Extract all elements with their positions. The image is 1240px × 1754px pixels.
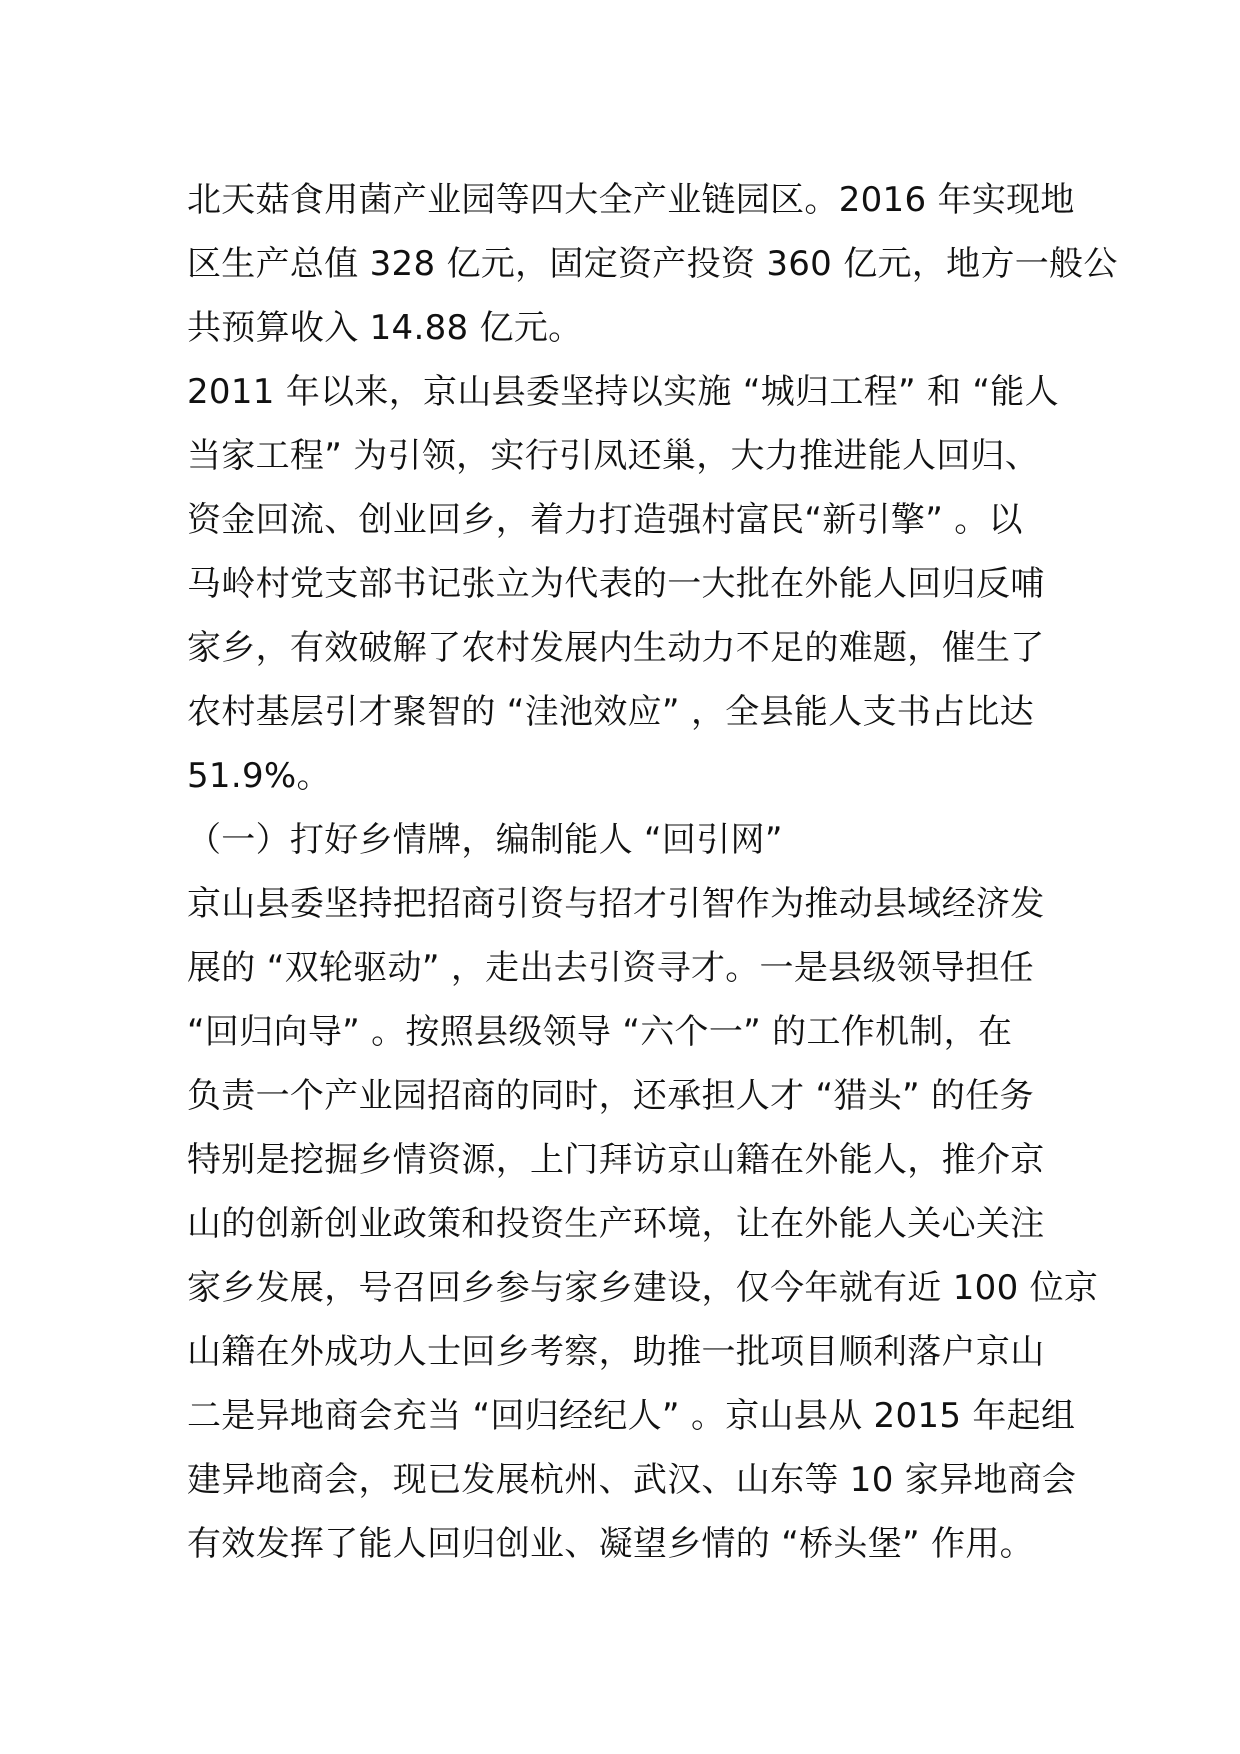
text-line: 有效发挥了能人回归创业、凝望乡情的 “桥头堡” 作用。 <box>187 1524 1034 1564</box>
text-line: 51.9%。 <box>187 756 331 796</box>
section-heading: （一）打好乡情牌，编制能人 “回引网” <box>187 820 783 860</box>
text-line: 当家工程” 为引领，实行引凤还巢，大力推进能人回归、 <box>187 436 1040 476</box>
text-line: 区生产总值 328 亿元，固定资产投资 360 亿元，地方一般公 <box>187 244 1118 284</box>
text-line: 农村基层引才聚智的 “洼池效应” ，全县能人支书占比达 <box>187 692 1034 732</box>
text-line: 京山县委坚持把招商引资与招才引智作为推动县域经济发 <box>187 884 1045 924</box>
text-line: 山籍在外成功人士回乡考察，助推一批项目顺利落户京山 <box>187 1332 1045 1372</box>
text-line: 特别是挖掘乡情资源，上门拜访京山籍在外能人，推介京 <box>187 1140 1045 1180</box>
text-line: 家乡发展，号召回乡参与家乡建设，仅今年就有近 100 位京 <box>187 1268 1099 1308</box>
text-line: 建异地商会，现已发展杭州、武汉、山东等 10 家异地商会 <box>187 1460 1077 1500</box>
text-line: “回归向导” 。按照县级领导 “六个一” 的工作机制，在 <box>187 1012 1013 1052</box>
text-line: 二是异地商会充当 “回归经纪人” 。京山县从 2015 年起组 <box>187 1396 1076 1436</box>
text-line: 2011 年以来，京山县委坚持以实施 “城归工程” 和 “能人 <box>187 372 1059 412</box>
text-line: 负责一个产业园招商的同时，还承担人才 “猎头” 的任务 <box>187 1076 1034 1116</box>
text-line: 马岭村党支部书记张立为代表的一大批在外能人回归反哺 <box>187 564 1045 604</box>
text-line: 家乡，有效破解了农村发展内生动力不足的难题，催生了 <box>187 628 1045 668</box>
text-line: 山的创新创业政策和投资生产环境，让在外能人关心关注 <box>187 1204 1045 1244</box>
text-line: 资金回流、创业回乡，着力打造强村富民“新引擎” 。以 <box>187 500 1023 540</box>
text-line: 北天菇食用菌产业园等四大全产业链园区。2016 年实现地 <box>187 180 1075 220</box>
text-line: 共预算收入 14.88 亿元。 <box>187 308 583 348</box>
text-line: 展的 “双轮驱动” ，走出去引资寻才。一是县级领导担任 <box>187 948 1034 988</box>
body-text <box>187 168 1118 1576</box>
